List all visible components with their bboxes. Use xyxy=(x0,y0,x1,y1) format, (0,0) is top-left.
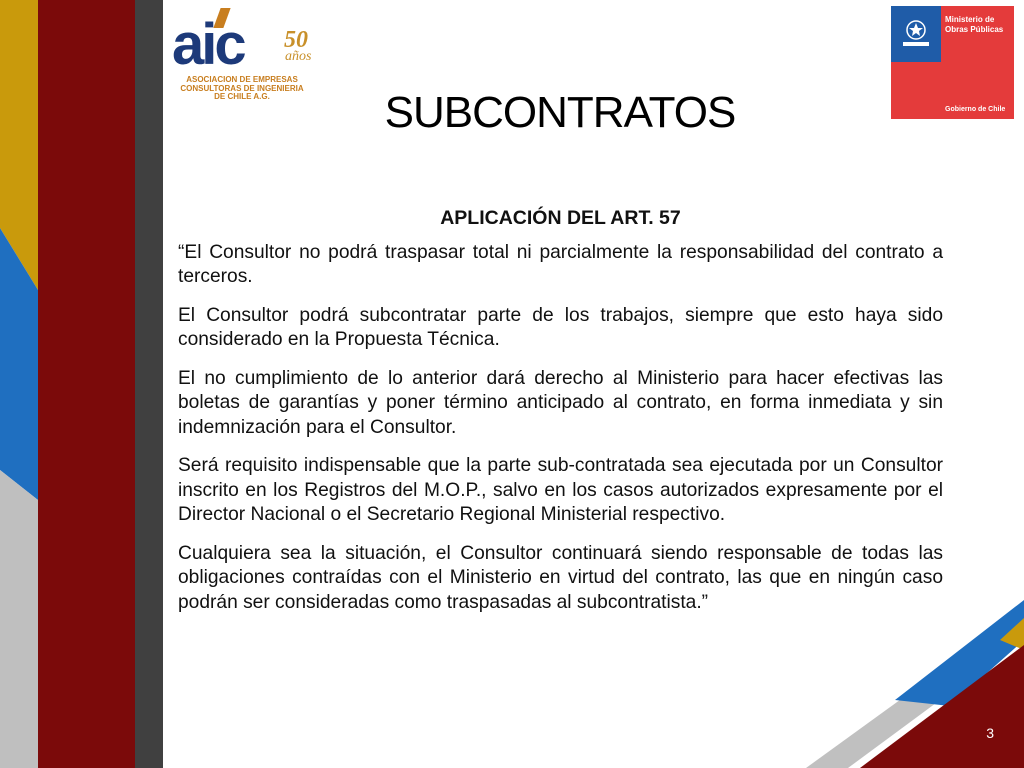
paragraph: Cualquiera sea la situación, el Consultor continuará siendo responsable de todas las obligaciones contraídas con el Ministerio en virtud del contrato, las que en ningún caso podrán ser consideradas como traspasadas al subcontratista.” xyxy=(178,542,943,613)
paragraph: “El Consultor no podrá traspasar total ni parcialmente la responsabilidad del contrato a terceros. xyxy=(178,241,943,287)
mop-government-label: Gobierno de Chile xyxy=(945,106,1006,113)
aic-org-line1: ASOCIACION DE EMPRESAS xyxy=(186,75,298,84)
slide-body xyxy=(178,206,943,629)
chile-coat-of-arms-icon xyxy=(897,14,935,52)
mop-ministry-name: Ministerio de Obras Públicas xyxy=(945,15,1004,34)
paragraph: El Consultor podrá subcontratar parte de los trabajos, siempre que esto haya sido considerado en la Propuesta Técnica. xyxy=(178,304,943,350)
aic-organization-name xyxy=(172,76,312,102)
dark-red-stripe xyxy=(38,0,135,768)
aic-org-line2: CONSULTORAS DE INGENIERIA xyxy=(180,83,304,93)
slide-title: SUBCONTRATOS xyxy=(384,88,736,137)
dark-gray-stripe xyxy=(135,0,163,768)
aic-logo xyxy=(172,6,320,106)
mop-logo xyxy=(891,6,1014,119)
dark-red-corner-stripe xyxy=(860,645,1024,768)
paragraph: El no cumplimiento de lo anterior dará derecho al Ministerio para hacer efectivas las boletas de garantías y poner término anticipado al contrato, en forma inmediata y sin indemnización para el Consultor. xyxy=(178,367,943,438)
aic-anniversary-number: 50 xyxy=(284,27,308,53)
page-number: 3 xyxy=(986,725,994,741)
section-heading: APLICACIÓN DEL ART. 57 xyxy=(440,207,681,229)
gray-stripe xyxy=(0,470,38,768)
aic-org-line3: DE CHILE A.G. xyxy=(214,92,270,101)
paragraph: Será requisito indispensable que la parte sub-contratada sea ejecutada por un Consultor inscrito en los Registros del M.O.P., salvo en los casos autorizados expresamente por el Director Nacional o el Secretario Regional Ministerial respectivo. xyxy=(178,455,943,525)
aic-logo-letters: aic xyxy=(172,12,244,77)
aic-anniversary-word: años xyxy=(285,49,312,64)
